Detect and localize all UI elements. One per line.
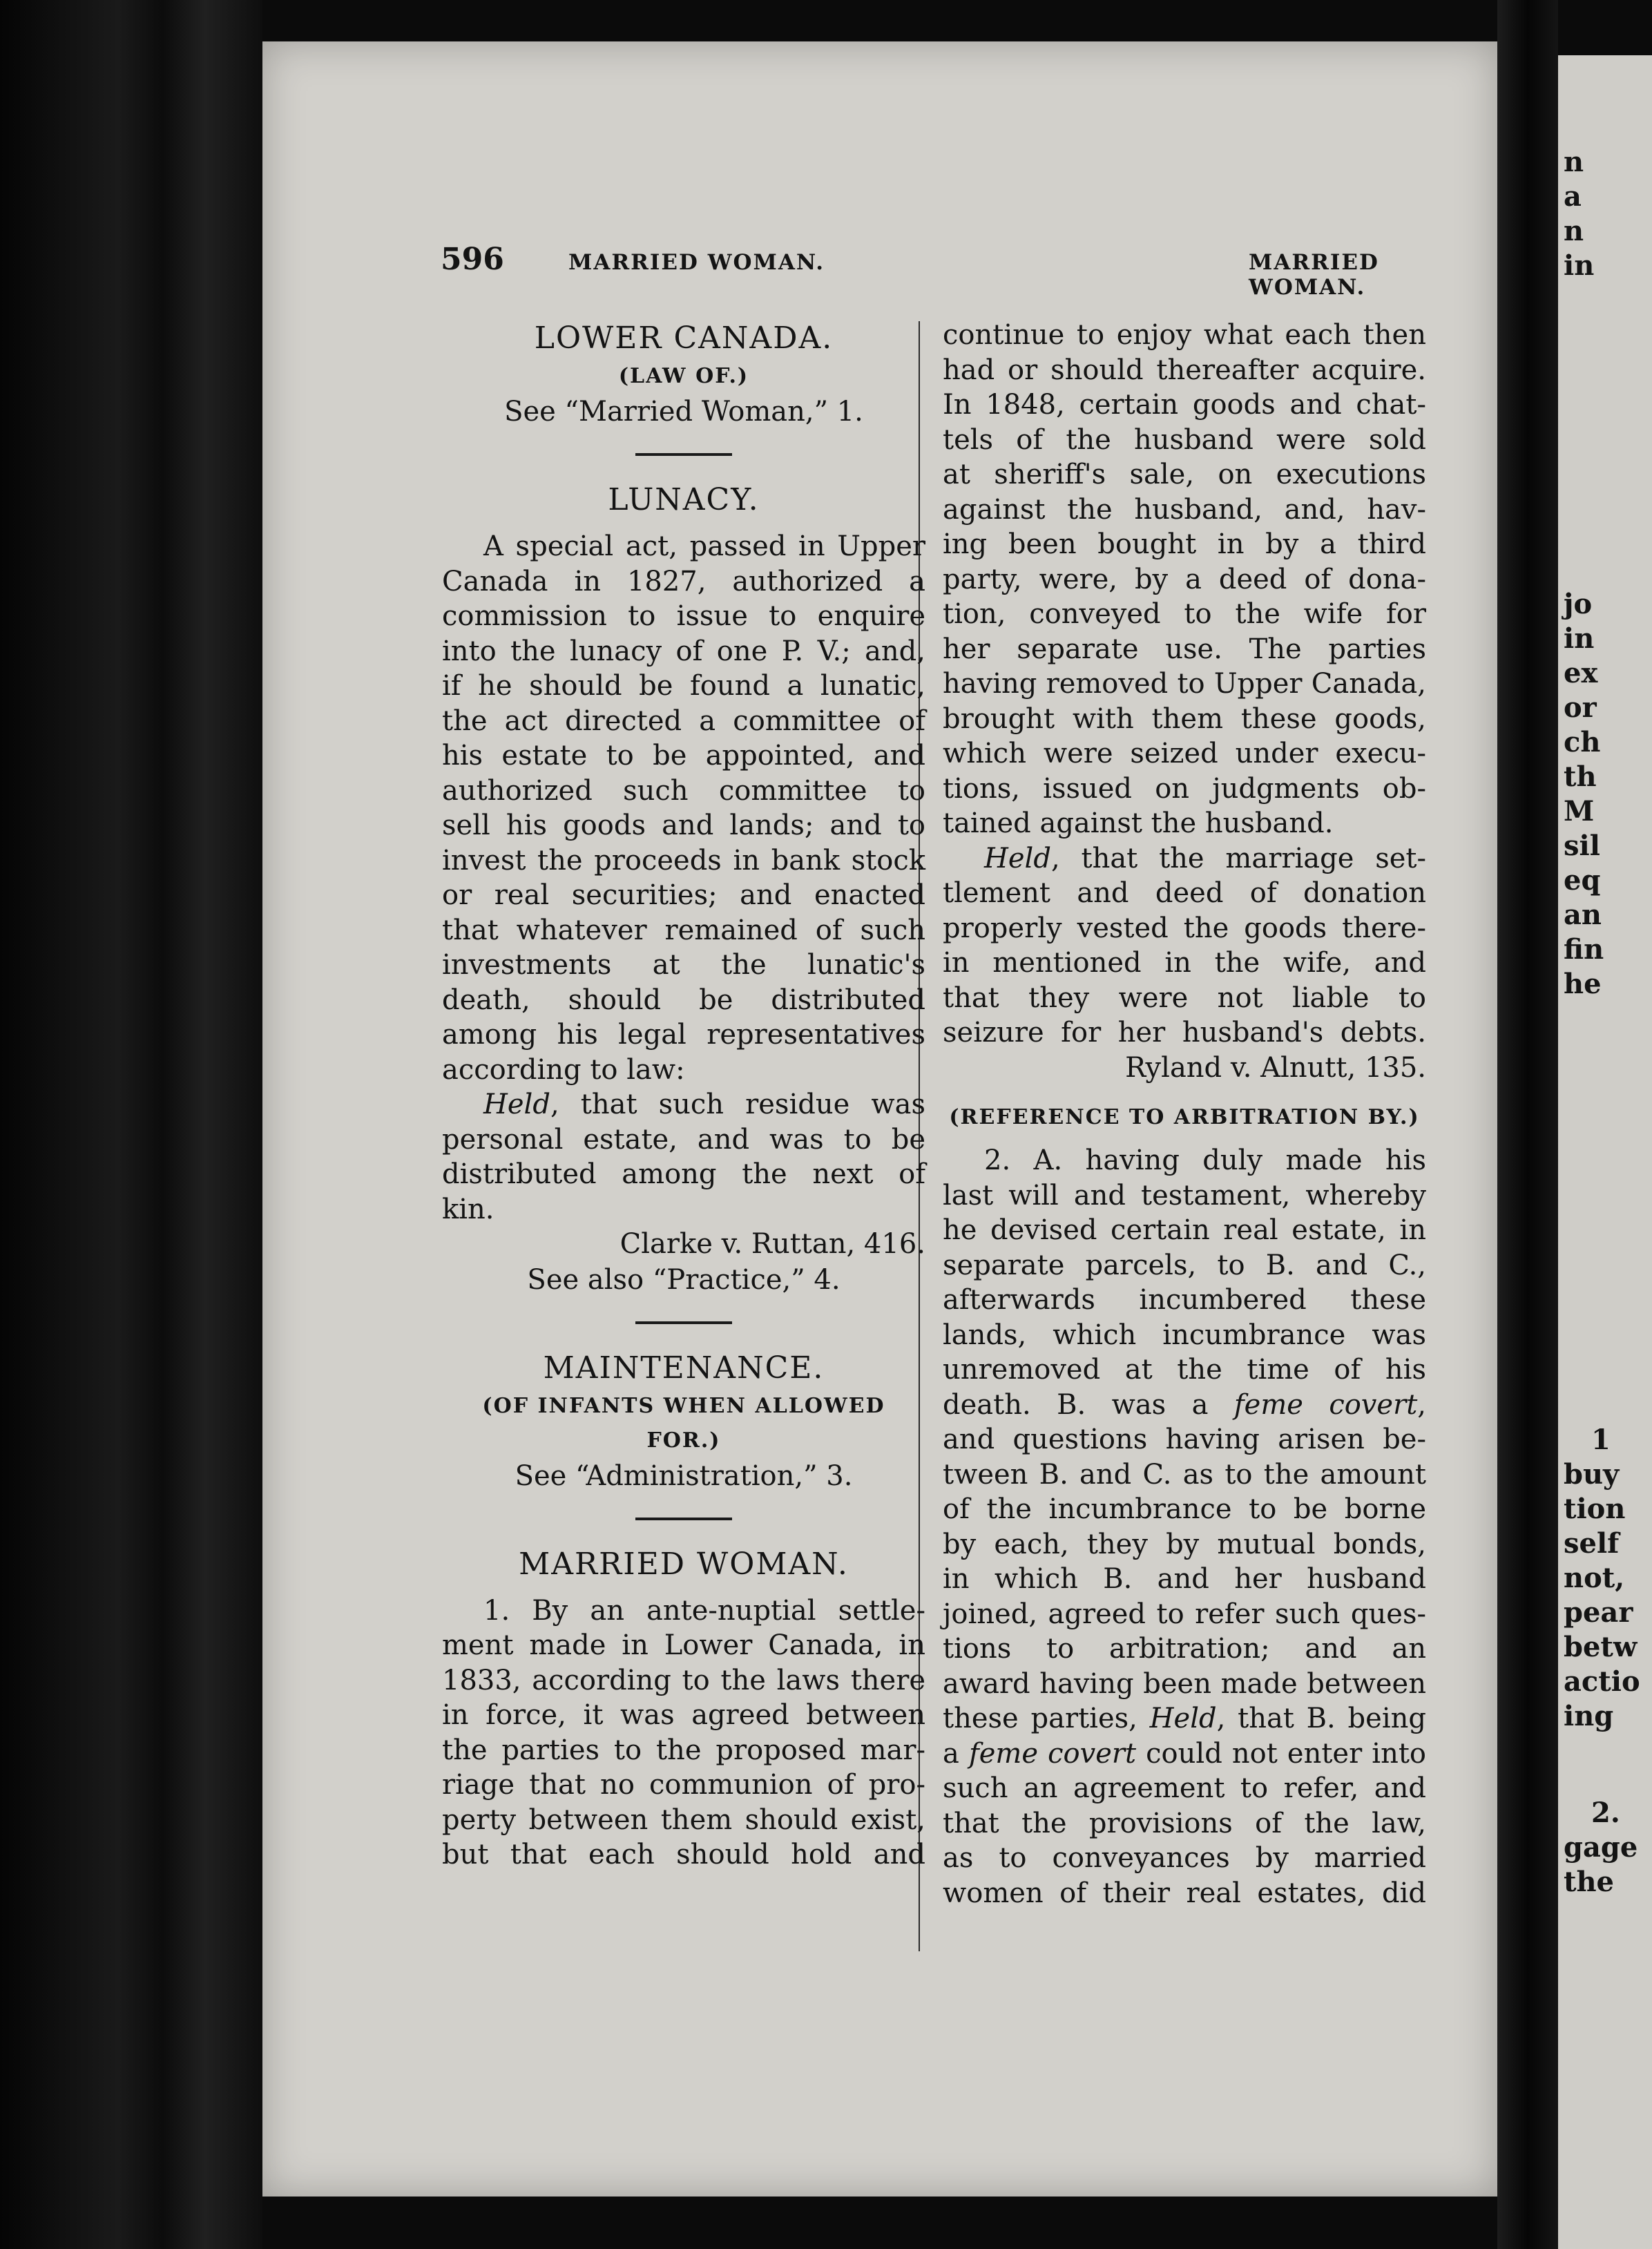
text-line: afterwards incumbered these: [943, 1284, 1426, 1316]
text-line: against the husband, and, hav-: [943, 493, 1426, 526]
text-fragment: death. B. was a: [943, 1388, 1234, 1421]
paragraph: [442, 1122, 925, 1227]
text-line: Canada in 1827, authorized a: [442, 565, 925, 597]
cross-reference: See “Administration,” 3.: [515, 1460, 853, 1492]
text-line: A special act, passed in Upper: [483, 530, 925, 562]
text-line: 1. By an ante-nuptial settle-: [483, 1594, 925, 1627]
text-line: by each, they by mutual bonds,: [943, 1528, 1426, 1560]
text-line: in which B. and her husband: [943, 1563, 1426, 1595]
text-line: in force, it was agreed between: [442, 1699, 925, 1731]
text-fragment: could not enter into: [1136, 1737, 1426, 1770]
text-line: and questions having arisen be-: [943, 1424, 1426, 1455]
fragment-text: betw: [1564, 1631, 1637, 1663]
adjacent-page-fragment: [1558, 55, 1652, 2249]
fragment-text: tion: [1564, 1493, 1626, 1525]
spacer: [943, 1135, 1426, 1143]
text-line: that the provisions of the law,: [943, 1807, 1426, 1839]
text-line: among his legal representatives: [442, 1019, 925, 1051]
text-line: having removed to Upper Canada,: [943, 668, 1426, 700]
text-line: party, were, by a deed of dona-: [943, 563, 1426, 595]
text-line: he devised certain real estate, in: [943, 1214, 1426, 1246]
spacer: [442, 1585, 925, 1594]
text-line: kin.: [442, 1193, 494, 1225]
text-line: tween B. and C. as to the amount: [943, 1458, 1426, 1491]
text-line: properly vested the goods there-: [943, 912, 1426, 944]
text-line: tion, conveyed to the wife for: [943, 598, 1426, 630]
text-line: invest the proceeds in bank stock: [442, 844, 925, 877]
text-line: had or should thereafter acquire.: [943, 354, 1426, 386]
text-line: in mentioned in the wife, and: [943, 947, 1426, 979]
text-fragment: ,: [1417, 1388, 1426, 1421]
text-line: the parties to the proposed mar-: [442, 1734, 925, 1766]
text-fragment: , that such residue was: [550, 1089, 925, 1120]
fragment-text: gage: [1564, 1831, 1638, 1864]
text-line: [943, 1701, 1426, 1736]
text-line: riage that no communion of pro-: [442, 1769, 925, 1801]
left-column: [442, 318, 925, 1873]
fragment-text: not,: [1564, 1562, 1625, 1594]
subheading-infants: (OF INFANTS WHEN ALLOWED FOR.): [482, 1393, 885, 1453]
text-line: [943, 1736, 1426, 1772]
fragment-text: 1: [1591, 1424, 1611, 1456]
text-line: award having been made between: [943, 1667, 1426, 1700]
fragment-text: sil: [1564, 830, 1600, 862]
held-italic: Held: [483, 1089, 550, 1120]
paragraph: [943, 318, 1426, 841]
text-line: which were seized under execu-: [943, 738, 1426, 769]
fragment-text: or: [1564, 691, 1597, 724]
scan-border-left: [0, 0, 262, 2249]
italic-term: feme covert: [1233, 1388, 1418, 1421]
fragment-text: ex: [1564, 657, 1598, 689]
text-line: into the lunacy of one P. V.; and,: [442, 635, 925, 667]
text-fragment: , that B. being: [1216, 1703, 1426, 1734]
text-line: tions, issued on judgments ob-: [943, 772, 1426, 805]
fragment-text: M: [1564, 795, 1595, 827]
paragraph: [943, 1771, 1426, 1911]
fragment-text: a: [1564, 180, 1582, 213]
fragment-text: ing: [1564, 1700, 1614, 1732]
text-line: 2. A. having duly made his: [984, 1145, 1426, 1176]
text-line: tained against the husband.: [943, 807, 1334, 839]
fragment-text: 2.: [1591, 1797, 1620, 1829]
text-line: In 1848, certain goods and chat-: [943, 389, 1426, 421]
text-line: commission to issue to enquire: [442, 600, 925, 632]
fragment-text: he: [1564, 968, 1602, 1000]
text-line: joined, agreed to refer such ques-: [943, 1598, 1426, 1630]
paragraph: [943, 1422, 1426, 1701]
text-line: tlement and deed of donation: [943, 877, 1426, 909]
paragraph: [442, 529, 925, 1087]
spacer: [943, 1085, 1426, 1100]
see-also-reference: See also “Practice,” 4.: [527, 1263, 841, 1296]
text-line: women of their real estates, did: [943, 1877, 1426, 1909]
fragment-text: actio: [1564, 1665, 1640, 1698]
text-line: distributed among the next of: [442, 1158, 925, 1190]
paragraph: [442, 1594, 925, 1873]
text-line: according to law:: [442, 1053, 685, 1086]
running-header: [441, 242, 1408, 300]
text-line: ing been bought in by a third: [943, 528, 1426, 560]
section-heading-maintenance: MAINTENANCE.: [543, 1350, 825, 1386]
fragment-text: jo: [1564, 588, 1593, 620]
section-heading-lower-canada: LOWER CANADA.: [534, 320, 834, 356]
paragraph: [943, 876, 1426, 1051]
text-line: at sheriff's sale, on executions: [943, 459, 1426, 490]
text-line: last will and testament, whereby: [943, 1179, 1426, 1212]
fragment-text: ch: [1564, 726, 1601, 758]
text-fragment: , that the marriage set-: [1050, 842, 1426, 874]
text-line: tions to arbitration; and an: [943, 1633, 1426, 1665]
text-line: continue to enjoy what each then: [943, 319, 1426, 351]
book-gutter: [1497, 0, 1558, 2249]
paragraph: [943, 1143, 1426, 1388]
text-fragment: a: [943, 1737, 969, 1770]
section-heading-lunacy: LUNACY.: [608, 482, 760, 517]
text-line: but that each should hold and: [442, 1839, 925, 1870]
text-line: such an agreement to refer, and: [943, 1772, 1426, 1804]
text-line: personal estate, and was to be: [442, 1123, 925, 1156]
text-fragment: these parties,: [943, 1703, 1150, 1734]
text-line: that they were not liable to: [943, 982, 1426, 1014]
section-rule: [635, 1518, 732, 1520]
text-line: her separate use. The parties: [943, 633, 1426, 665]
page-number: 596: [441, 242, 504, 277]
fragment-text: fin: [1564, 933, 1604, 966]
right-column: [943, 318, 1426, 1911]
text-line: tels of the husband were sold: [943, 423, 1426, 456]
text-line: perty between them should exist,: [442, 1803, 925, 1836]
fragment-text: buy: [1564, 1458, 1620, 1491]
case-citation: Clarke v. Ruttan, 416.: [620, 1228, 925, 1260]
italic-term: Held: [1149, 1703, 1217, 1734]
fragment-text: the: [1564, 1866, 1615, 1898]
cross-reference: See “Married Woman,” 1.: [504, 396, 863, 428]
text-line: seizure for her husband's debts.: [943, 1017, 1426, 1049]
fragment-text: pear: [1564, 1596, 1633, 1629]
text-line: ment made in Lower Canada, in: [442, 1629, 925, 1661]
text-line: that whatever remained of such: [442, 914, 925, 946]
fragment-text: n: [1564, 146, 1584, 178]
text-line: authorized such committee to: [442, 774, 925, 807]
fragment-text: in: [1564, 249, 1595, 282]
fragment-text: n: [1564, 215, 1584, 247]
fragment-text: th: [1564, 760, 1597, 793]
text-line: of the incumbrance to be borne: [943, 1493, 1426, 1525]
text-line: sell his goods and lands; and to: [442, 810, 925, 841]
spacer: [442, 521, 925, 529]
text-line: [442, 1087, 925, 1122]
section-rule: [635, 1321, 732, 1324]
text-line: 1833, according to the laws there: [442, 1664, 925, 1696]
text-line: death, should be distributed: [442, 984, 925, 1016]
text-line: brought with them these goods,: [943, 702, 1426, 735]
fragment-text: an: [1564, 899, 1602, 931]
italic-term: feme covert: [968, 1737, 1137, 1770]
text-line: the act directed a committee of: [442, 705, 925, 737]
text-line: as to conveyances by married: [943, 1842, 1426, 1874]
text-line: separate parcels, to B. and C.,: [943, 1249, 1426, 1281]
held-italic: Held: [984, 842, 1051, 874]
running-head-right: MARRIED WOMAN.: [1249, 250, 1379, 300]
text-line: or real securities; and enacted: [442, 879, 925, 911]
text-line: if he should be found a lunatic,: [442, 670, 925, 702]
running-head-left: MARRIED WOMAN.: [568, 250, 825, 275]
text-line: investments at the lunatic's: [442, 949, 925, 981]
subheading-law-of: (LAW OF.): [618, 364, 749, 388]
text-line: unremoved at the time of his: [943, 1354, 1426, 1386]
fragment-text: self: [1564, 1527, 1620, 1560]
text-line: lands, which incumbrance was: [943, 1319, 1426, 1351]
subheading-arbitration: (REFERENCE TO ARBITRATION BY.): [949, 1105, 1420, 1129]
fragment-text: in: [1564, 622, 1595, 655]
section-rule: [635, 453, 732, 456]
fragment-text: eq: [1564, 864, 1601, 897]
section-heading-married-woman: MARRIED WOMAN.: [519, 1546, 849, 1582]
book-page: [262, 41, 1497, 2197]
text-line: [943, 841, 1426, 877]
text-line: his estate to be appointed, and: [442, 740, 925, 772]
text-line: [943, 1388, 1426, 1423]
case-citation: Ryland v. Alnutt, 135.: [1125, 1051, 1426, 1084]
